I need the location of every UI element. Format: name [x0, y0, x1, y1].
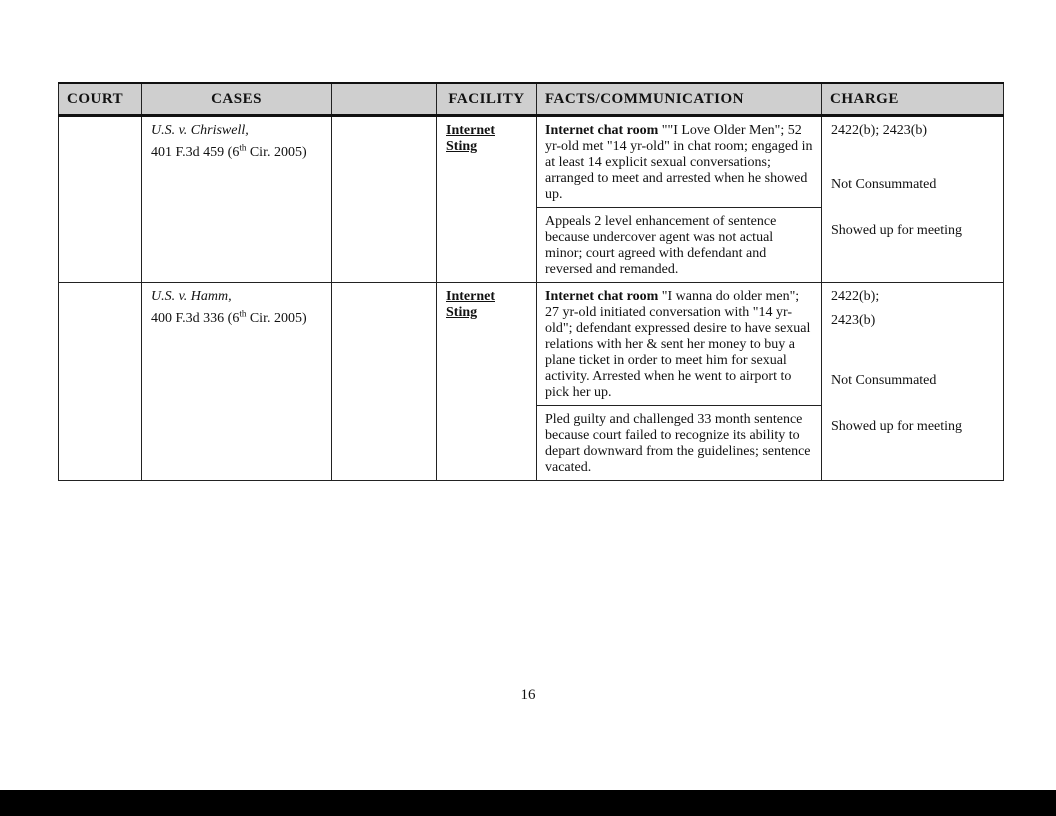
fact-block: Internet chat room ""I Love Older Men"; 52 yr-old met "14 yr-old" in chat room; engaged in at least 14 explicit sexual conversations; arranged to meet and arrested when he showed up. [545, 123, 813, 202]
court-cell [59, 116, 142, 283]
blank-cell [332, 116, 437, 283]
table-row [59, 283, 1004, 481]
page-number: 16 [520, 687, 536, 703]
charge-note: Showed up for meeting [831, 223, 963, 238]
charge-cell [822, 116, 1004, 283]
header-cases: CASES [142, 83, 332, 116]
header-facility: FACILITY [437, 83, 537, 116]
fact-block: Internet chat room "I wanna do older men"; 27 yr-old initiated conversation with "14 yr-old"; defendant expressed desire to have sexual relations with her & sent her money to buy a plane ticket in order to meet him for sexual activity. Arrested when he went to airport to pick her up. [545, 289, 811, 400]
charge-statute: 2423(b) [831, 313, 876, 328]
header-blank [332, 83, 437, 116]
case-citation: 400 F.3d 336 (6th Cir. 2005) [151, 308, 307, 326]
case-name: U.S. v. Chriswell, [151, 123, 249, 138]
table-row [59, 116, 1004, 283]
bottom-border [0, 790, 1056, 816]
case-cell [142, 116, 332, 283]
facility-label: Internet [446, 123, 495, 138]
charge-note: Showed up for meeting [831, 419, 963, 434]
fact-block: Pled guilty and challenged 33 month sentence because court failed to recognize its ability to depart downward from the guidelines; sentence vacated. [537, 405, 821, 480]
facts-cell [537, 283, 822, 481]
facts-cell [537, 116, 822, 283]
charge-status: Not Consummated [831, 177, 937, 192]
case-table [58, 82, 1004, 481]
header-court: COURT [59, 83, 142, 116]
facility-cell [437, 116, 537, 283]
blank-cell [332, 283, 437, 481]
header-charge: CHARGE [822, 83, 1004, 116]
facility-cell [437, 283, 537, 481]
facility-label: Internet [446, 289, 495, 304]
fact-block: Appeals 2 level enhancement of sentence because undercover agent was not actual minor; court agreed with defendant and reversed and remanded. [537, 207, 821, 282]
header-facts: FACTS/COMMUNICATION [537, 83, 822, 116]
charge-statute: 2422(b); 2423(b) [831, 123, 928, 138]
case-cell [142, 283, 332, 481]
charge-cell [822, 283, 1004, 481]
case-citation: 401 F.3d 459 (6th Cir. 2005) [151, 142, 307, 160]
court-cell [59, 283, 142, 481]
case-name: U.S. v. Hamm, [151, 289, 232, 304]
header-row [59, 83, 1004, 116]
charge-statute: 2422(b); [831, 289, 880, 304]
facility-label: Sting [446, 305, 478, 320]
facility-label: Sting [446, 139, 478, 154]
charge-status: Not Consummated [831, 373, 937, 388]
